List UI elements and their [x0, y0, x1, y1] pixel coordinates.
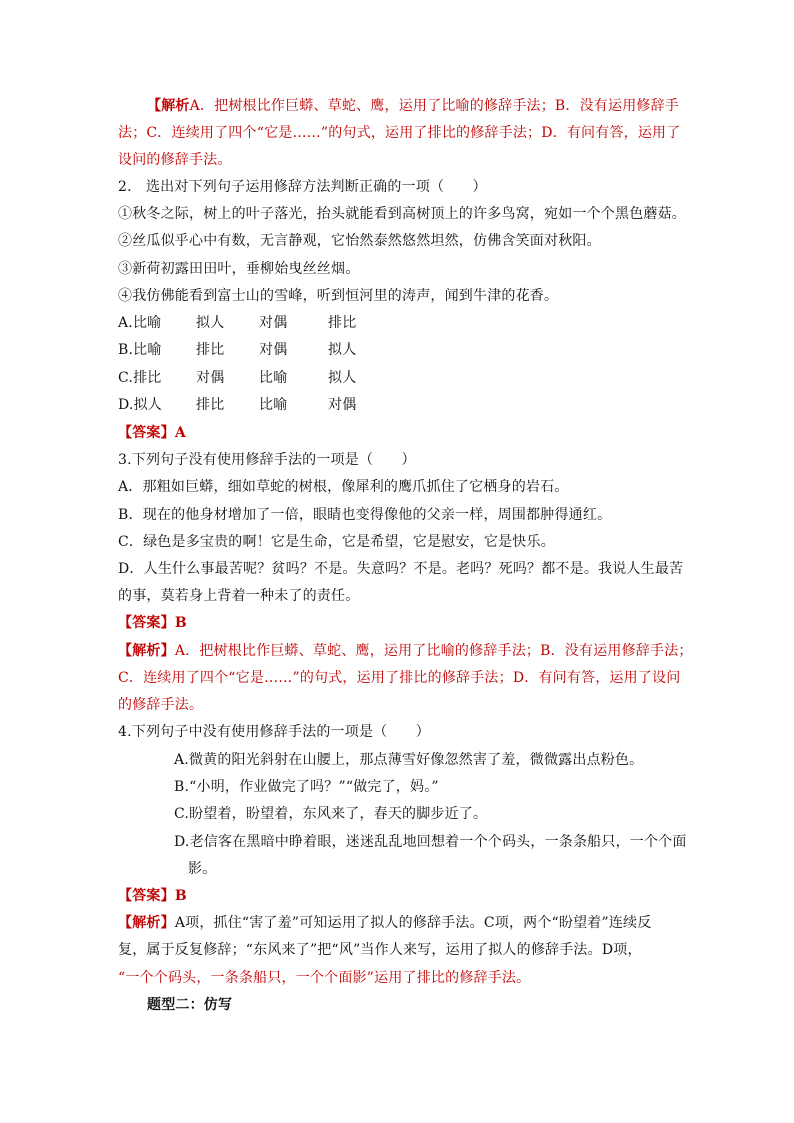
answer-line: 【答案】A	[118, 425, 186, 441]
analysis-line: 设问的修辞手法。	[118, 152, 232, 168]
option-d-continued: 的事，莫若身上背着一种未了的责任。	[118, 588, 360, 604]
section-title: 题型二：仿写	[147, 997, 233, 1013]
question-2-stem: 2. 选出对下列句子运用修辞方法判断正确的一项（ ）	[118, 179, 487, 195]
answer-line: 【答案】B	[118, 615, 187, 631]
option-a: A．那粗如巨蟒，细如草蛇的树根，像犀利的鹰爪抓住了它栖身的岩石。	[118, 479, 569, 495]
analysis-tag: 【解析】	[118, 643, 175, 659]
sentence-1: ①秋冬之际，树上的叶子落光，抬头就能看到高树顶上的许多鸟窝，宛如一个个黑色蘑菇。	[118, 206, 686, 222]
analysis-line: 法；C．连续用了四个“它是……”的句式，运用了排比的修辞手法；D．有问有答，运用了	[118, 125, 681, 141]
answer-line: 【答案】B	[118, 888, 187, 904]
option-row-a: A.比喻 拟人 对偶 排比	[118, 315, 357, 331]
option-row-b: B.比喻 排比 对偶 拟人	[118, 342, 357, 358]
analysis-line: 复，属于反复修辞；“东风来了”把“风”当作人来写，运用了拟人的修辞手法。D项，	[118, 942, 642, 958]
analysis-tag: 【解析	[147, 98, 190, 114]
option-b: B.“小明，作业做完了吗？”“做完了，妈。”	[174, 779, 439, 795]
analysis-line: C．连续用了四个“它是……”的句式，运用了排比的修辞手法；D．有问有答，运用了设问	[118, 670, 681, 686]
analysis-line: 【解析】A．把树根比作巨蟒、草蛇、鹰，运用了比喻的修辞手法；B．没有运用修辞手法；	[118, 643, 693, 659]
question-4-stem: 4.下列句子中没有使用修辞手法的一项是（ ）	[118, 724, 430, 740]
option-d: D．人生什么事最苦呢？贫吗？不是。失意吗？不是。老吗？死吗？都不是。我说人生最苦	[118, 561, 684, 577]
option-b: B．现在的他身材增加了一倍，眼睛也变得像他的父亲一样，周围都肿得通红。	[118, 507, 612, 523]
analysis-line: 【解析A．把树根比作巨蟒、草蛇、鹰，运用了比喻的修辞手法；B．没有运用修辞手	[147, 98, 680, 114]
question-3-stem: 3.下列句子没有使用修辞手法的一项是（ ）	[118, 452, 416, 468]
option-row-d: D.拟人 排比 比喻 对偶	[118, 397, 357, 413]
option-row-c: C.排比 对偶 比喻 拟人	[118, 370, 357, 386]
option-c: C.盼望着，盼望着，东风来了，春天的脚步近了。	[174, 806, 488, 822]
analysis-line: 的修辞手法。	[118, 697, 204, 713]
analysis-line: 【解析】A项，抓住“害了羞”可知运用了拟人的修辞手法。C项，两个“盼望着”连续反	[118, 915, 652, 931]
analysis-line: “一个个码头，一条条船只，一个个面影”运用了排比的修辞手法。	[118, 970, 531, 986]
sentence-4: ④我仿佛能看到富士山的雪峰，听到恒河里的涛声，闻到牛津的花香。	[118, 288, 559, 304]
option-a: A.微黄的阳光斜射在山腰上，那点薄雪好像忽然害了羞，微微露出点粉色。	[174, 752, 644, 768]
option-d-continued: 影。	[188, 861, 217, 877]
option-d: D.老信客在黑暗中睁着眼，迷迷乱乱地回想着一个个码头，一条条船只，一个个面	[174, 834, 687, 850]
analysis-tag: 【解析】	[118, 915, 175, 931]
option-c: C．绿色是多宝贵的啊！它是生命，它是希望，它是慰安，它是快乐。	[118, 534, 555, 550]
sentence-2: ②丝瓜似乎心中有数，无言静观，它怡然泰然悠然坦然，仿佛含笑面对秋阳。	[118, 233, 601, 249]
sentence-3: ③新荷初露田田叶，垂柳始曳丝丝烟。	[118, 261, 360, 277]
